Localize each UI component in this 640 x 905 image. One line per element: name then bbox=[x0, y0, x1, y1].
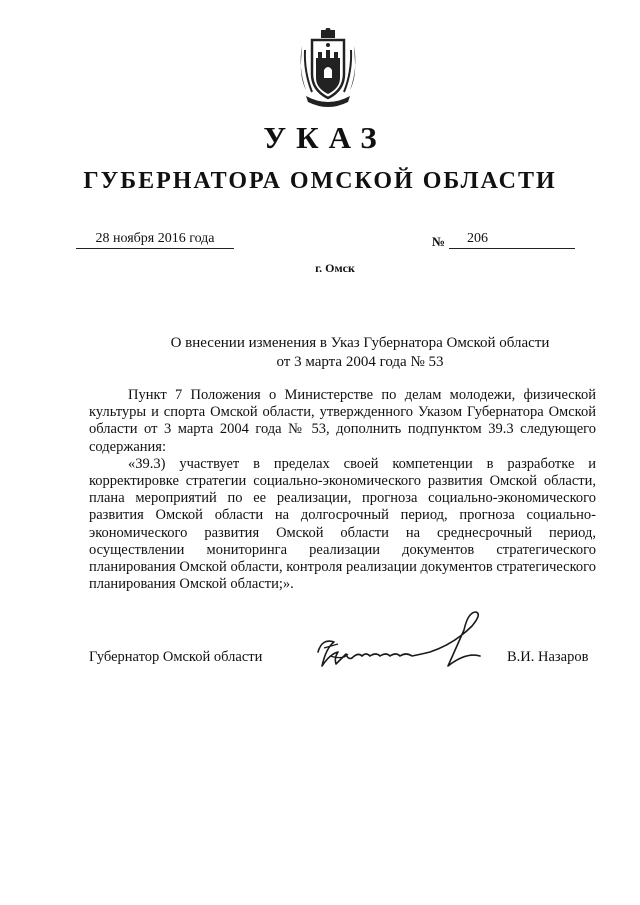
number-label: № bbox=[432, 234, 446, 249]
heading-line-1: О внесении изменения в Указ Губернатора Омской области bbox=[170, 335, 550, 351]
document-subtitle: ГУБЕРНАТОРА ОМСКОЙ ОБЛАСТИ bbox=[83, 168, 557, 194]
document-number-field bbox=[449, 230, 575, 249]
handwritten-signature-icon bbox=[304, 608, 490, 684]
omsk-coat-of-arms-icon bbox=[296, 28, 360, 108]
paragraph-2: «39.3) участвует в пределах своей компетенции в разработке и корректировке стратегии социально-экономического развития Омской области, плана мероприятий по ее реализации, прогноза социально-экономического развития Омской области на долгосрочный период, прогноза социально-экономического развития Омской области на среднесрочный период, осуществлении мониторинга реализации документов стратегического планирования Омской области, контроля реализации документов стратегического планирования Омской области;». bbox=[89, 455, 596, 593]
document-title: УКАЗ bbox=[263, 120, 387, 155]
document-heading bbox=[80, 334, 640, 372]
document-number: 206 bbox=[467, 231, 488, 246]
document-body bbox=[89, 387, 596, 593]
signatory-name: В.И. Назаров bbox=[507, 649, 589, 665]
paragraph-1: Пункт 7 Положения о Министерстве по делам молодежи, физической культуры и спорта Омской области, утвержденного Указом Губернатора Омской области от 3 марта 2004 года № 53, дополнить подпунктом 39.3 следующего содержания: bbox=[89, 387, 596, 455]
signatory-role: Губернатор Омской области bbox=[89, 649, 263, 665]
heading-line-2: от 3 марта 2004 года № 53 bbox=[276, 354, 444, 370]
document-date: 28 ноября 2016 года bbox=[76, 230, 234, 249]
document-city: г. Омск bbox=[315, 261, 355, 275]
